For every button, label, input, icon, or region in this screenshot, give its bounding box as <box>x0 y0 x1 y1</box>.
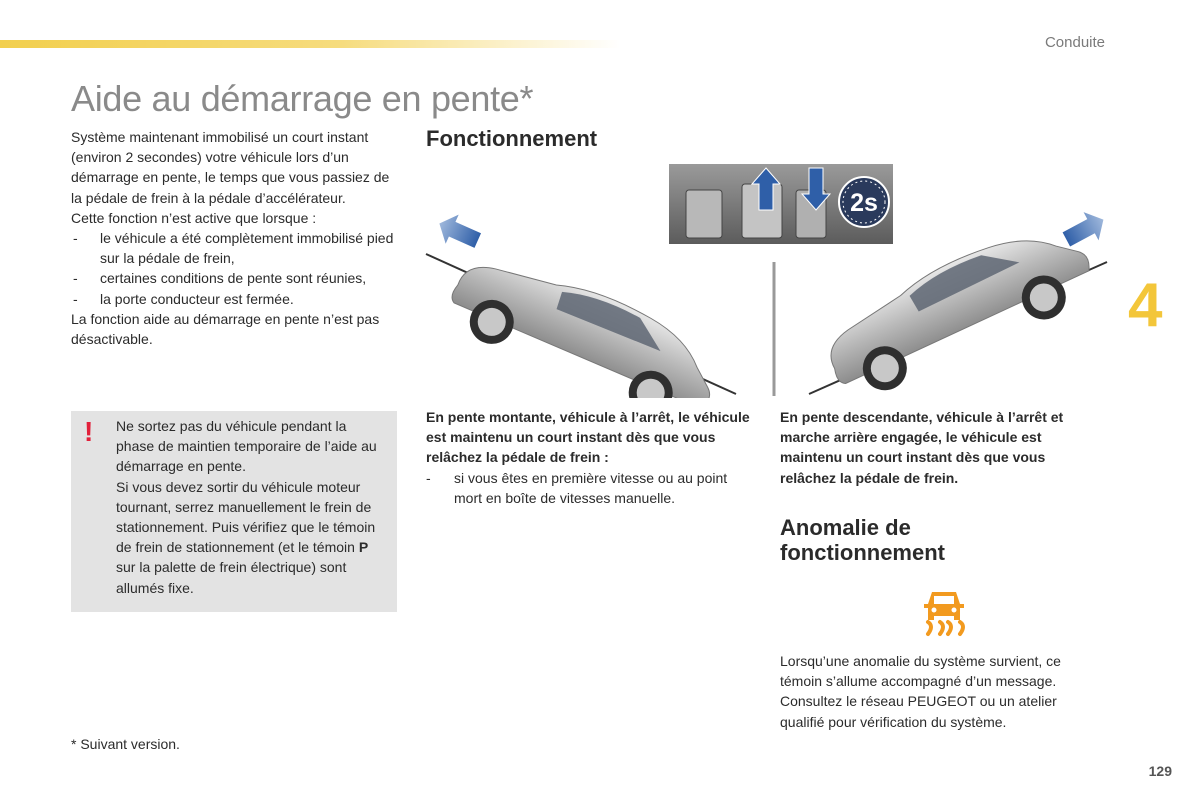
warning-text <box>116 416 388 598</box>
timer-label: 2s <box>850 189 878 217</box>
fonctionnement-heading: Fonctionnement <box>426 126 598 151</box>
not-deactivable-note: La fonction aide au démarrage en pente n’est pas désactivable. <box>71 310 380 348</box>
anomalie-heading: Anomalie de fonctionnement <box>780 515 945 565</box>
uphill-caption <box>426 407 751 508</box>
intro-text <box>71 127 401 349</box>
page-number: 129 <box>1148 763 1172 779</box>
warning-line-2 <box>116 477 388 598</box>
chapter-number: 4 <box>1128 271 1163 340</box>
parking-p-label: P <box>358 539 369 556</box>
conditions-intro: Cette fonction n’est active que lorsque : <box>71 209 317 226</box>
condition-item: - la porte conducteur est fermée. <box>71 289 401 309</box>
warning-text-part: Si vous devez sortir du véhicule moteur tournant, serrez manuellement le frein de stationnement. Puis vérifiez que le témoin de frein de stationnement (et le témoin <box>116 478 376 556</box>
warning-text-part: sur la palette de frein électrique) sont allumés fixe. <box>116 559 347 596</box>
conditions-list <box>71 228 401 309</box>
condition-item: - le véhicule a été complètement immobilisé pied sur la pédale de frein, <box>71 228 401 268</box>
warning-line-1: Ne sortez pas du véhicule pendant la phase de maintien temporaire de l’aide au démarrage en pente. <box>116 418 377 475</box>
footnote: * Suivant version. <box>71 736 180 752</box>
pedal-inset <box>669 164 893 244</box>
skid-warning-icon <box>918 586 970 638</box>
uphill-list <box>426 468 751 508</box>
uphill-caption-title: En pente montante, véhicule à l’arrêt, le véhicule est maintenu un court instant dès que vous relâchez la pédale de frein : <box>426 409 750 466</box>
header-accent-bar <box>0 40 620 48</box>
condition-item: - certaines conditions de pente sont réunies, <box>71 268 401 288</box>
warning-exclamation-icon: ! <box>84 416 94 447</box>
page-title: Aide au démarrage en pente* <box>71 78 534 119</box>
hill-start-illustration <box>424 162 1110 398</box>
anomalie-text: Lorsqu’une anomalie du système survient, ce témoin s’allume accompagné d’un message. Consultez le réseau PEUGEOT ou un atelier qualifié pour vérification du système. <box>780 653 1061 730</box>
uphill-list-item: - si vous êtes en première vitesse ou au point mort en boîte de vitesses manuelle. <box>426 468 751 508</box>
intro-paragraph: Système maintenant immobilisé un court instant (environ 2 secondes) votre véhicule lors d’un démarrage en pente, le temps que vous passiez de la pédale de frein à la pédale d’accélérateur. <box>71 129 390 206</box>
section-label: Conduite <box>1044 34 1105 51</box>
downhill-caption: En pente descendante, véhicule à l’arrêt et marche arrière engagée, le véhicule est maintenu un court instant dès que vous relâchez la pédale de frein. <box>780 409 1064 486</box>
